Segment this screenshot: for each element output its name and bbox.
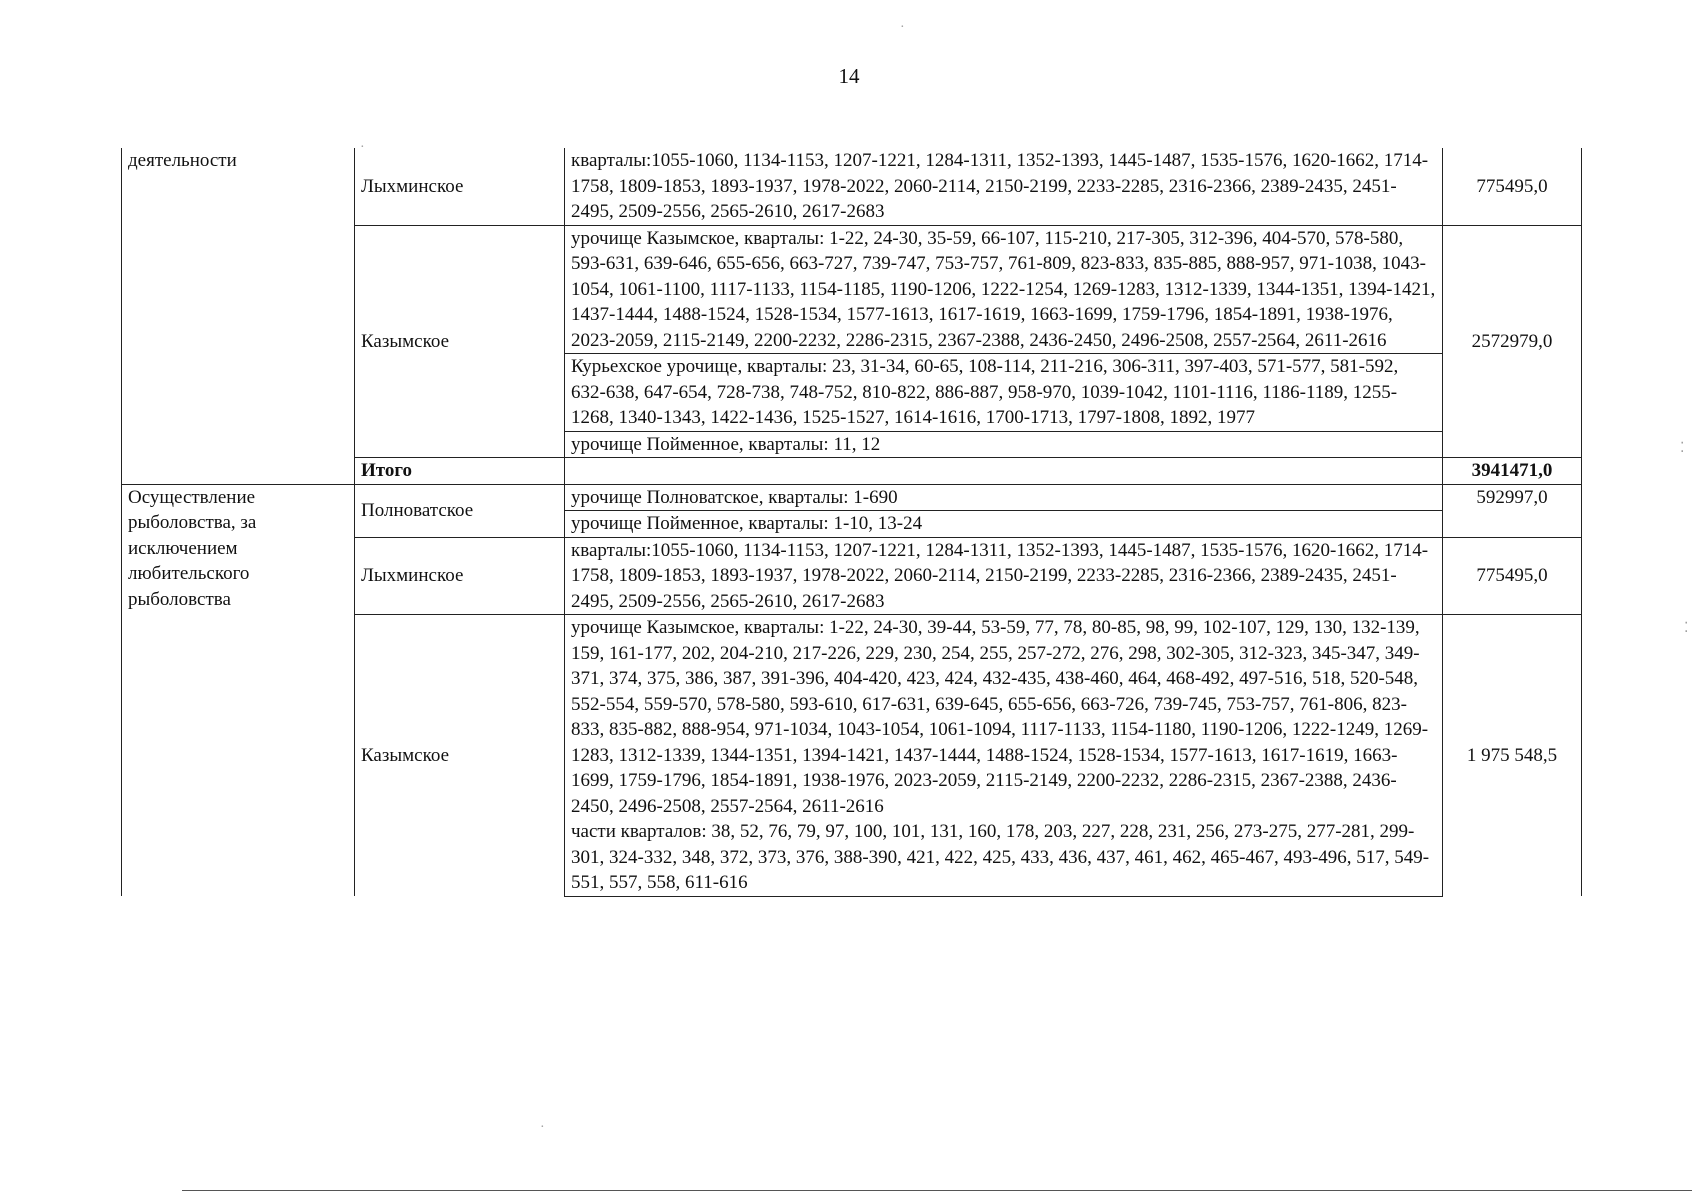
total-area-cell [1443,458,1582,485]
district-cell [355,537,565,615]
total-label-cell [355,458,565,485]
total-empty-cell [565,458,1443,485]
scan-speck: · [360,140,365,155]
scan-speck: · [540,1120,545,1135]
quarters-cell [565,537,1443,615]
quarters-text: части кварталов: 38, 52, 76, 79, 97, 100, 101, 131, 160, 178, 203, 227, 228, 231, 256, 273-275, 277-281, 299-301, 324-332, 348, 372, 373, 376, 388-390, 421, 422, 425, 433, 436, 437, 461, 462, 465-467, 493-496, 517, 549-551, 557, 558, 611-616 [571,821,1430,893]
quarters-text: Курьехское урочище, кварталы: 23, 31-34, 60-65, 108-114, 211-216, 306-311, 397-403, 571-577, 581-592, 632-638, 647-654, 728-738, 748-752, 810-822, 886-887, 958-970, 1039-1042, 1101-1116, 1186-1189, 1255-1268, 1340-1343, 1422-1436, 1525-1527, 1614-1616, 1700-1713, 1797-1808, 1892, 1977 [565,353,1442,431]
area-cell [1443,148,1582,225]
district-cell [355,225,565,458]
district-name: Лыхминское [361,565,464,586]
total-label: Итого [361,460,413,481]
area-value: 592997,0 [1476,486,1548,508]
activity-cell [122,148,355,484]
quarters-cell [565,148,1443,225]
scan-speck: ⁚ [1680,441,1685,456]
district-name: Полноватское [361,499,474,521]
quarters-cell [565,615,1443,897]
area-cell [1443,484,1582,537]
quarters-text: урочище Полноватское, кварталы: 1-690 [571,486,898,508]
table-row [122,148,1582,225]
quarters-text: урочище Пойменное, кварталы: 1-10, 13-24 [565,510,1442,537]
quarters-text: урочище Казымское, кварталы: 1-22, 24-30, 35-59, 66-107, 115-210, 217-305, 312-396, 404-570, 578-580, 593-631, 639-646, 655-656, 663-727, 739-747, 753-757, 761-809, 823-833, 835-885, 888-957, 971-1038, 1043-1054, 1061-1100, 1117-1133, 1154-1185, 1190-1206, 1222-1254, 1269-1283, 1312-1339, 1344-1351, 1394-1421, 1437-1444, 1488-1524, 1528-1534, 1577-1613, 1617-1619, 1663-1699, 1759-1796, 1854-1891, 1938-1976, 2023-2059, 2115-2149, 2200-2232, 2286-2315, 2367-2388, 2436-2450, 2496-2508, 2557-2564, 2611-2616 [571,227,1436,351]
scan-speck: · [900,20,905,35]
activity-text: Осуществление рыболовства, за исключением любительского рыболовства [128,486,257,610]
quarters-text: урочище Казымское, кварталы: 1-22, 24-30, 39-44, 53-59, 77, 78, 80-85, 98, 99, 102-107, 129, 130, 132-139, 159, 161-177, 202, 204-210, 217-226, 229, 230, 254, 255, 257-272, 276, 298, 302-305, 312-323, 345-347, 349-371, 374, 375, 386, 387, 391-396, 404-420, 423, 424, 432-435, 438-460, 464, 468-492, 497-516, 518, 520-548, 552-554, 559-570, 578-580, 593-610, 617-631, 639-645, 655-656, 663-726, 739-745, 753-757, 761-806, 823-833, 835-882, 888-954, 971-1034, 1043-1054, 1061-1094, 1117-1133, 1154-1180, 1190-1206, 1222-1249, 1269-1283, 1312-1339, 1344-1351, 1394-1421, 1437-1444, 1488-1524, 1528-1534, 1577-1613, 1617-1619, 1663-1699, 1759-1796, 1854-1891, 1938-1976, 2023-2059, 2115-2149, 2200-2232, 2286-2315, 2367-2388, 2436-2450, 2496-2508, 2557-2564, 2611-2616 [571,617,1429,817]
activity-text: деятельности [128,150,237,171]
area-value: 2572979,0 [1471,330,1553,352]
quarters-text: кварталы:1055-1060, 1134-1153, 1207-1221, 1284-1311, 1352-1393, 1445-1487, 1535-1576, 1620-1662, 1714-1758, 1809-1853, 1893-1937, 1978-2022, 2060-2114, 2150-2199, 2233-2285, 2316-2366, 2389-2435, 2451-2495, 2509-2556, 2565-2610, 2617-2683 [571,150,1429,222]
quarters-text: урочище Пойменное, кварталы: 11, 12 [565,431,1442,458]
forest-quarters-table [121,148,1582,897]
area-value: 775495,0 [1476,175,1548,197]
area-value: 1 975 548,5 [1466,744,1558,766]
quarters-text: кварталы:1055-1060, 1134-1153, 1207-1221, 1284-1311, 1352-1393, 1445-1487, 1535-1576, 1620-1662, 1714-1758, 1809-1853, 1893-1937, 1978-2022, 2060-2114, 2150-2199, 2233-2285, 2316-2366, 2389-2435, 2451-2495, 2509-2556, 2565-2610, 2617-2683 [571,539,1429,612]
table-row [122,484,1582,537]
bottom-rule [182,1190,1692,1191]
quarters-cell [565,225,1443,458]
area-cell [1443,537,1582,615]
total-area: 3941471,0 [1471,460,1553,481]
page-number: 14 [838,64,860,88]
scan-speck: ⁚ [1684,621,1689,636]
district-cell [355,615,565,897]
district-name: Казымское [361,330,450,352]
activity-cell [122,484,355,896]
district-cell [355,148,565,225]
quarters-cell [565,484,1443,537]
district-name: Лыхминское [361,175,464,197]
area-cell [1443,225,1582,458]
district-name: Казымское [361,744,450,766]
district-cell [355,484,565,537]
area-value: 775495,0 [1476,565,1548,586]
area-cell [1443,615,1582,897]
